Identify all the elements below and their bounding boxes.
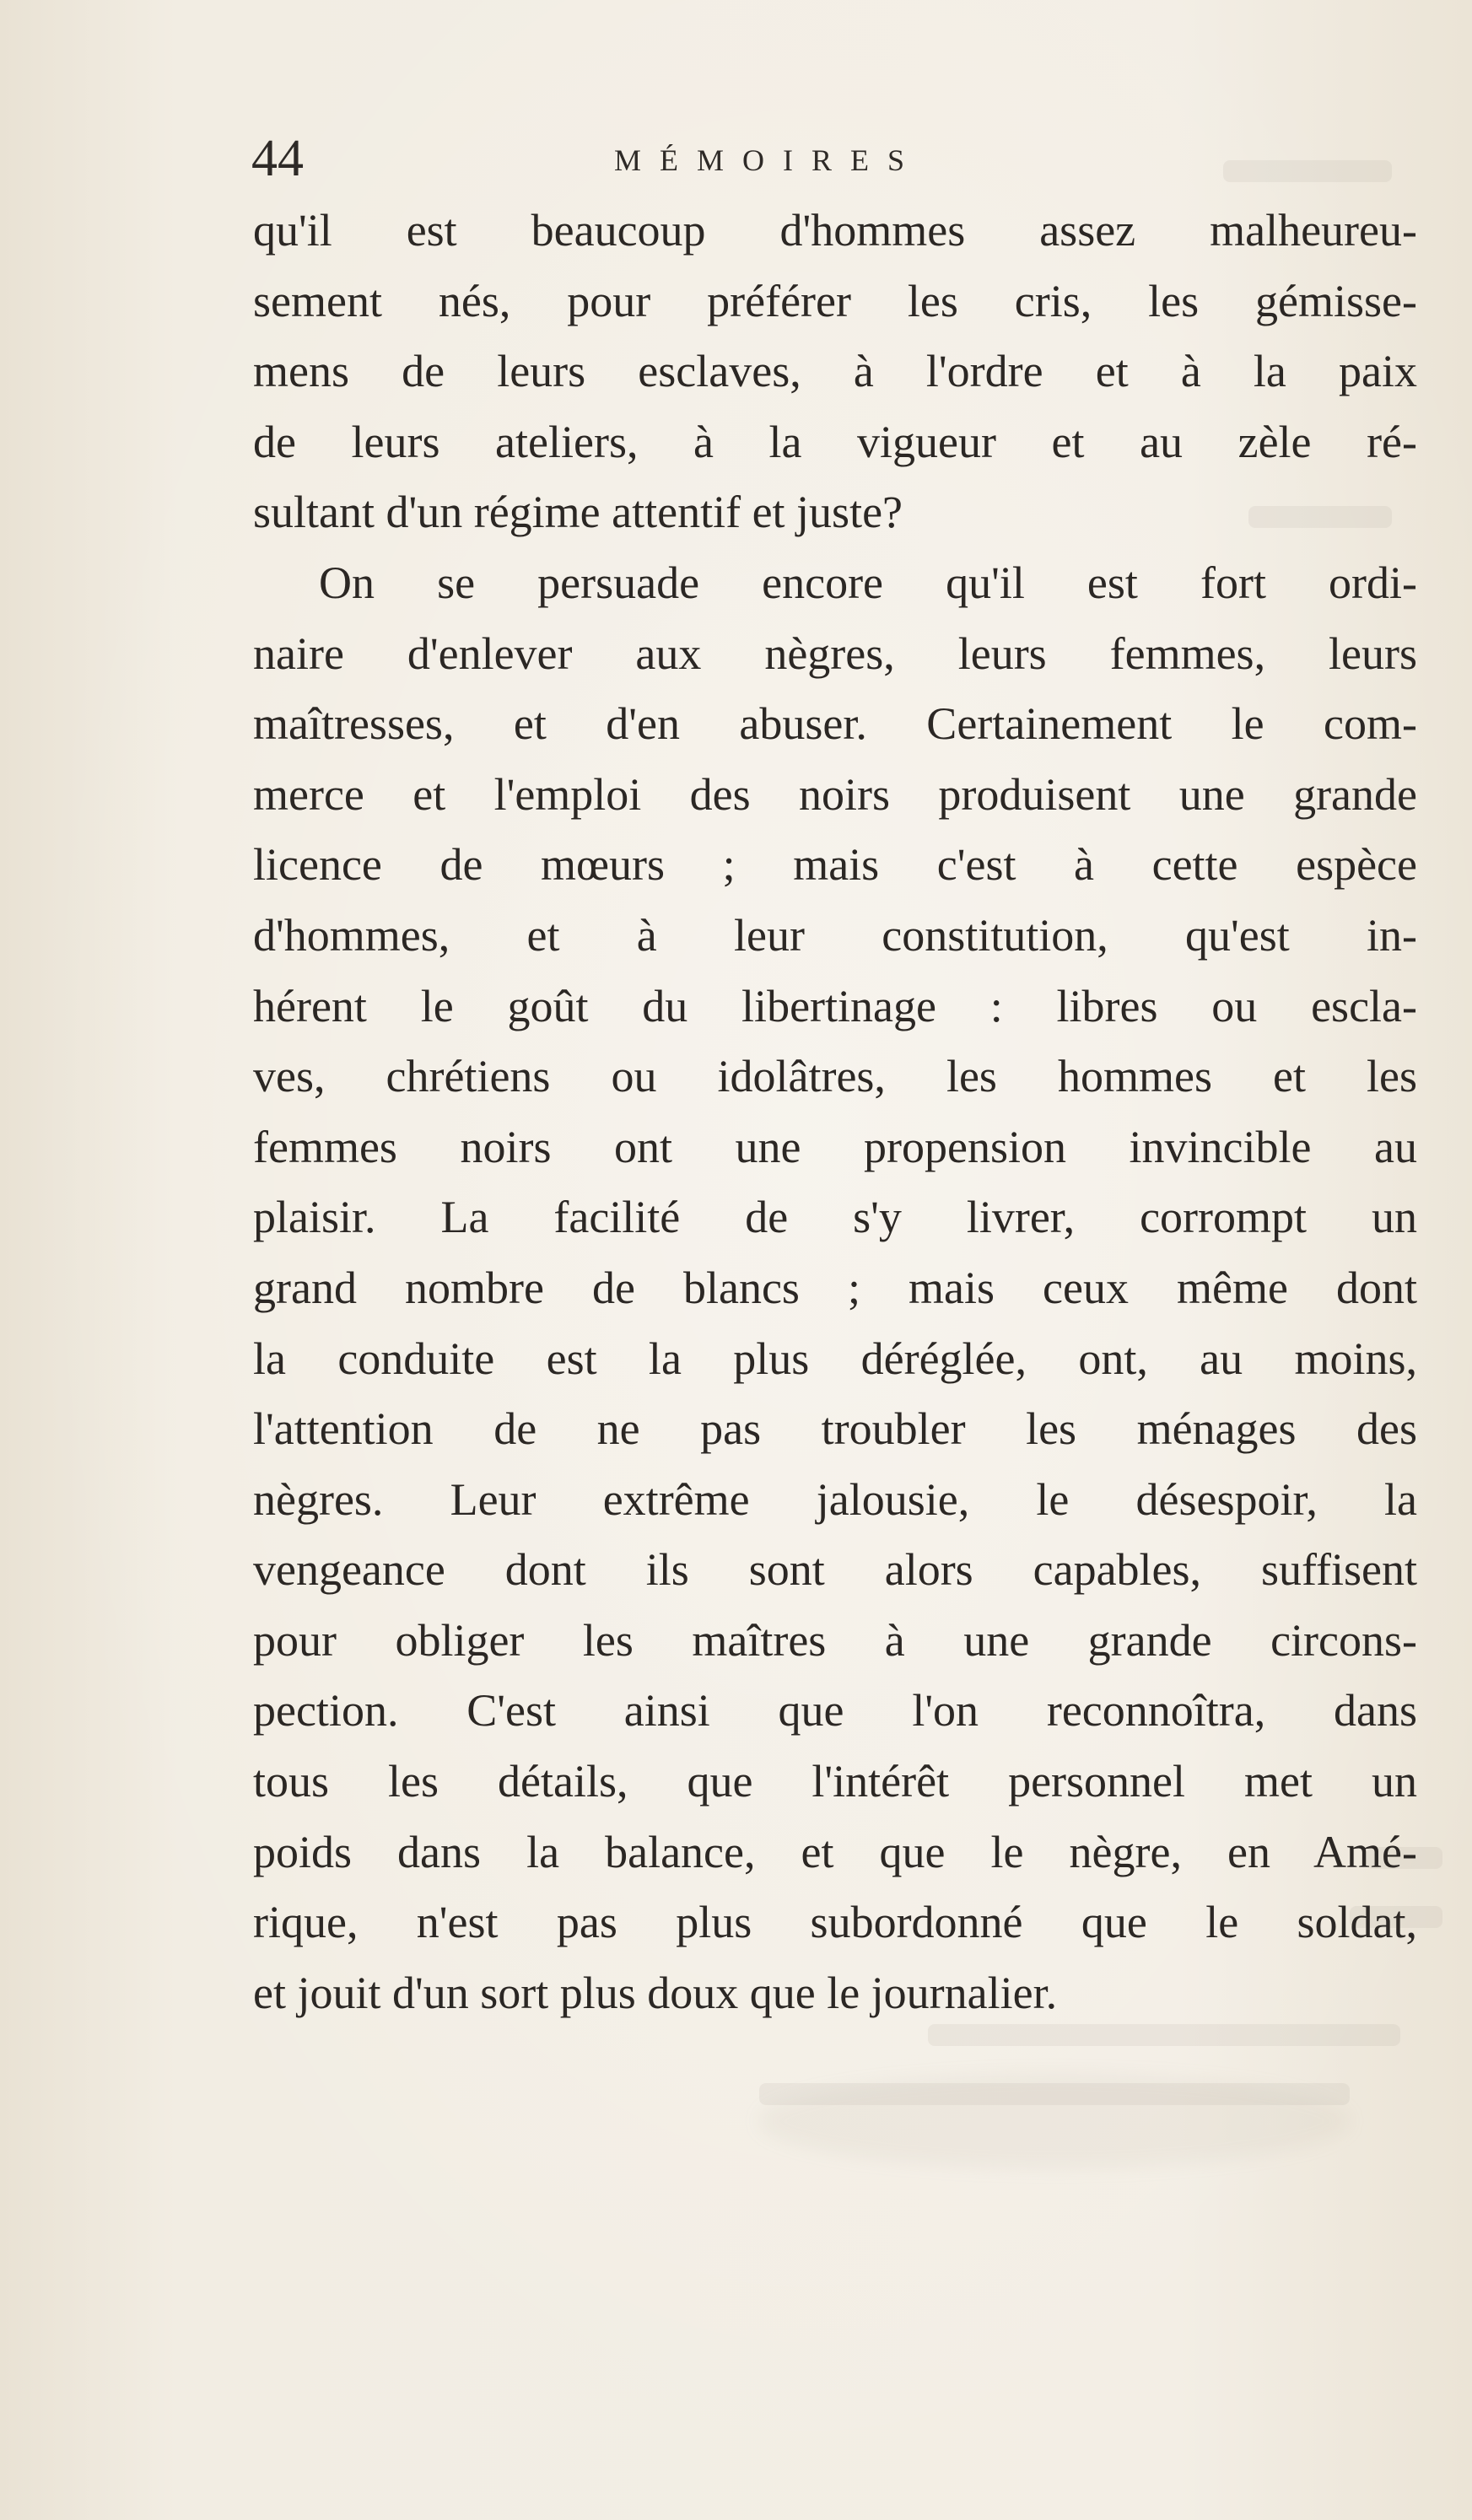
text-line: hérent le goût du libertinage : libres ou escla- [253, 980, 1417, 1031]
page-number: 44 [251, 130, 304, 187]
text-line: la conduite est la plus déréglée, ont, au moins, [253, 1333, 1417, 1384]
text-line: et jouit d'un sort plus doux que le journalier. [253, 1967, 1058, 2018]
text-line: femmes noirs ont une propension invincible au [253, 1121, 1417, 1172]
running-header [251, 125, 1424, 192]
text-line: poids dans la balance, et que le nègre, en Amé- [253, 1826, 1417, 1877]
text-line: rique, n'est pas plus subordonné que le soldat, [253, 1897, 1417, 1948]
text-line: ves, chrétiens ou idolâtres, les hommes et les [253, 1051, 1417, 1102]
text-line: licence de mœurs ; mais c'est à cette espèce [253, 839, 1417, 891]
text-line: vengeance dont ils sont alors capables, suffisent [253, 1544, 1417, 1596]
text-line: naire d'enlever aux nègres, leurs femmes, leurs [253, 627, 1417, 679]
text-line: tous les détails, que l'intérêt personnel met un [253, 1756, 1417, 1807]
text-line: mens de leurs esclaves, à l'ordre et à la paix [253, 346, 1417, 397]
text-line: maîtresses, et d'en abuser. Certainement le com- [253, 698, 1417, 750]
text-line: l'attention de ne pas troubler les ménages des [253, 1403, 1417, 1455]
paragraph-start-line: On se persuade encore qu'il est fort ordi- [319, 557, 1417, 608]
text-line: d'hommes, et à leur constitution, qu'est in- [253, 909, 1417, 961]
paper-stain [759, 2075, 1350, 2167]
text-line: nègres. Leur extrême jalousie, le désespoir, la [253, 1473, 1417, 1525]
text-line: pour obliger les maîtres à une grande circons- [253, 1614, 1417, 1666]
body-text [253, 196, 1417, 2028]
text-line: de leurs ateliers, à la vigueur et au zèle ré- [253, 416, 1417, 467]
text-line: qu'il est beaucoup d'hommes assez malheureu- [253, 205, 1417, 256]
text-line: sement nés, pour préférer les cris, les gémisse- [253, 275, 1417, 326]
text-line: grand nombre de blancs ; mais ceux même dont [253, 1262, 1417, 1313]
text-line: merce et l'emploi des noirs produisent une grande [253, 768, 1417, 820]
running-title: MÉMOIRES [614, 143, 924, 177]
text-line: pection. C'est ainsi que l'on reconnoîtra, dans [253, 1685, 1417, 1737]
text-line: plaisir. La facilité de s'y livrer, corrompt un [253, 1192, 1417, 1243]
text-line: sultant d'un régime attentif et juste? [253, 487, 903, 538]
